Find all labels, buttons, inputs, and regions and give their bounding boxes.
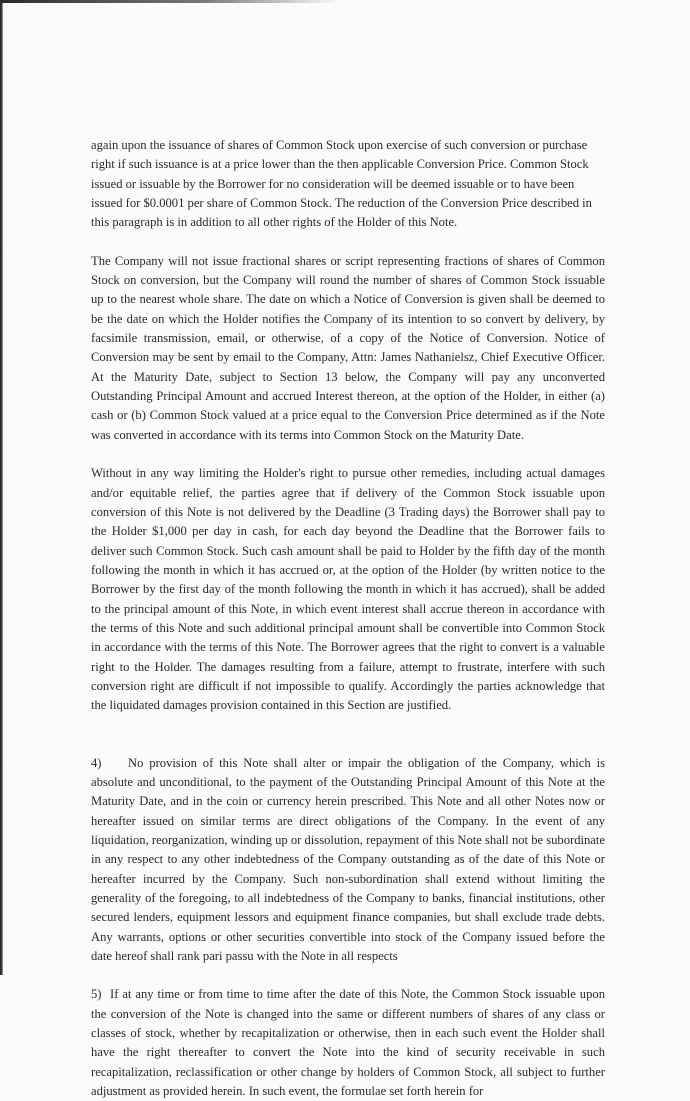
scan-edge-left (0, 0, 3, 975)
section-4-non-subordination (91, 754, 605, 967)
paragraph-conversion-price-reduction (91, 136, 605, 233)
paragraph-text: Without in any way limiting the Holder's right to pursue other remedies, including actual damages and/or equitable relief, the parties agree that if delivery of the Common Stock issuable upon conversion of this Note is not delivered by the Deadline (3 Trading days) the Borrower shall pay to the Holder $1,000 per day in cash, for each day beyond the Deadline that the Borrower fails to deliver such Common Stock. Such cash amount shall be paid to Holder by the fifth day of the month following the month in which it has accrued or, at the option of the Holder (by written notice to the Borrower by the first day of the month following the month in which it has accrued), shall be added to the principal amount of this Note, in which event interest shall accrue thereon in accordance with the terms of this Note and such additional principal amount shall be convertible into Common Stock in accordance with the terms of this Note. The Borrower agrees that the right to convert is a valuable right to the Holder. The damages resulting from a failure, attempt to frustrate, interfere with such conversion right are difficult if not impossible to qualify. Accordingly the parties acknowledge that the liquidated damages provision contained in this Section are justified. (91, 466, 605, 713)
document-page (91, 136, 605, 1101)
paragraph-text: If at any time or from time to time after the date of this Note, the Common Stock issuable upon the conversion of the Note is changed into the same or different numbers of shares of any class or classes of stock, whether by recapitalization or otherwise, then in each such event the Holder shall have the right thereafter to convert the Note into the kind of security receivable in such recapitalization, reclassification or other change by holders of Common Stock, all subject to further adjustment as provided herein. In such event, the formulae set forth herein for (91, 987, 605, 1099)
paragraph-text: No provision of this Note shall alter or impair the obligation of the Company, which is absolute and unconditional, to the payment of the Outstanding Principal Amount of this Note at the Maturity Date, and in the coin or currency herein prescribed. This Note and all other Notes now or hereafter issued on similar terms are direct obligations of the Company. In the event of any liquidation, reorganization, winding up or dissolution, repayment of this Note shall not be subordinate in any respect to any other indebtedness of the Company outstanding as of the date of this Note or hereafter incurred by the Company. Such non-subordination shall extend without limiting the generality of the foregoing, to all indebtedness of the Company to banks, financial institutions, other secured lenders, equipment lessors and equipment finance companies, but shall exclude trade debts. Any warrants, options or other securities convertible into stock of the Company issued before the date hereof shall rank pari passu with the Note in all respects (91, 755, 605, 964)
paragraph-fractional-shares (91, 252, 605, 445)
scan-edge-top (0, 0, 340, 3)
section-number: 4) (91, 755, 102, 770)
paragraph-text: again upon the issuance of shares of Common Stock upon exercise of such conversion or purchase right if such issuance is at a price lower than the then applicable Conversion Price. Common Stock issued or issuable by the Borrower for no consideration will be deemed issuable or to have been issued for $0.0001 per share of Common Stock. The reduction of the Conversion Price described in this paragraph is in addition to all other rights of the Holder of this Note. (91, 138, 592, 230)
section-5-recapitalization (91, 985, 605, 1101)
paragraph-text: The Company will not issue fractional shares or script representing fractions of shares of Common Stock on conversion, but the Company will round the number of shares of Common Stock issuable up to the nearest whole share. The date on which a Notice of Conversion is given shall be deemed to be the date on which the Holder notifies the Company of its intention to so convert by delivery, by facsimile transmission, email, or otherwise, of a copy of the Notice of Conversion. Notice of Conversion may be sent by email to the Company, Attn: James Nathanielsz, Chief Executive Officer. At the Maturity Date, subject to Section 13 below, the Company will pay any unconverted Outstanding Principal Amount and accrued Interest thereon, at the option of the Holder, in either (a) cash or (b) Common Stock valued at a price equal to the Conversion Price determined as if the Note was converted in accordance with its terms into Common Stock on the Maturity Date. (91, 253, 605, 442)
section-number: 5) (91, 987, 102, 1002)
paragraph-liquidated-damages (91, 464, 605, 715)
